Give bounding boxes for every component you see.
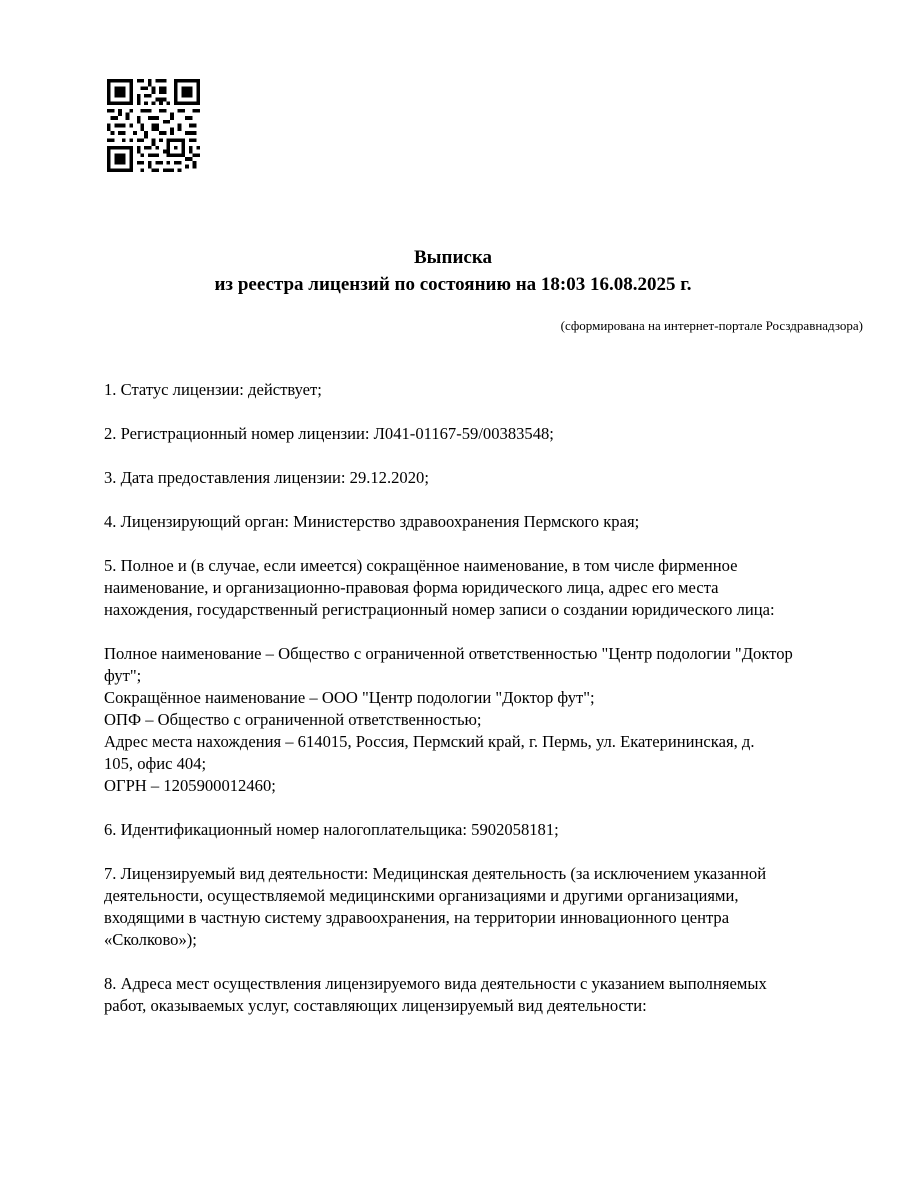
- item-authority: 4. Лицензирующий орган: Министерство здравоохранения Пермского края;: [104, 512, 640, 531]
- item-reg-number: 2. Регистрационный номер лицензии: Л041-01167-59/00383548;: [104, 424, 554, 443]
- item-inn: 6. Идентификационный номер налогоплательщика: 5902058181;: [104, 820, 559, 839]
- activity-line: деятельности, осуществляемой медицинскими организациями и другими организациями,: [104, 886, 739, 905]
- organization-details: [104, 643, 864, 797]
- document-title: [0, 244, 906, 298]
- address-line: 105, офис 404;: [104, 754, 207, 773]
- ogrn: ОГРН – 1205900012460;: [104, 776, 276, 795]
- opf: ОПФ – Общество с ограниченной ответственностью;: [104, 710, 482, 729]
- item-addresses: [104, 973, 864, 1017]
- item-5-line: 5. Полное и (в случае, если имеется) сокращённое наименование, в том числе фирменное: [104, 556, 738, 575]
- item-activity: [104, 863, 864, 951]
- item-status: 1. Статус лицензии: действует;: [104, 380, 322, 399]
- qr-code-image: [107, 79, 200, 172]
- qr-code: [107, 79, 200, 172]
- item-5-heading: [104, 555, 864, 621]
- full-name-line: Полное наименование – Общество с ограниченной ответственностью "Центр подологии "Доктор: [104, 644, 793, 663]
- item-5-line: нахождения, государственный регистрационный номер записи о создании юридического лица:: [104, 600, 775, 619]
- item-date: 3. Дата предоставления лицензии: 29.12.2020;: [104, 468, 429, 487]
- addresses-line: 8. Адреса мест осуществления лицензируемого вида деятельности с указанием выполняемых: [104, 974, 767, 993]
- title-line-1: Выписка: [414, 247, 492, 268]
- item-5-line: наименование, и организационно-правовая форма юридического лица, адрес его места: [104, 578, 719, 597]
- title-line-2: из реестра лицензий по состоянию на 18:03 16.08.2025 г.: [214, 274, 692, 295]
- document-body: [104, 379, 864, 1039]
- activity-line: 7. Лицензируемый вид деятельности: Медицинская деятельность (за исключением указанной: [104, 864, 767, 883]
- addresses-line: работ, оказываемых услуг, составляющих лицензируемый вид деятельности:: [104, 996, 647, 1015]
- activity-line: «Сколково»);: [104, 930, 197, 949]
- activity-line: входящими в частную систему здравоохранения, на территории инновационного центра: [104, 908, 730, 927]
- document-subtitle: (сформирована на интернет-портале Росздравнадзора): [560, 318, 863, 333]
- short-name: Сокращённое наименование – ООО "Центр подологии "Доктор фут";: [104, 688, 595, 707]
- full-name-line: фут";: [104, 666, 142, 685]
- address-line: Адрес места нахождения – 614015, Россия, Пермский край, г. Пермь, ул. Екатерининская, д.: [104, 732, 755, 751]
